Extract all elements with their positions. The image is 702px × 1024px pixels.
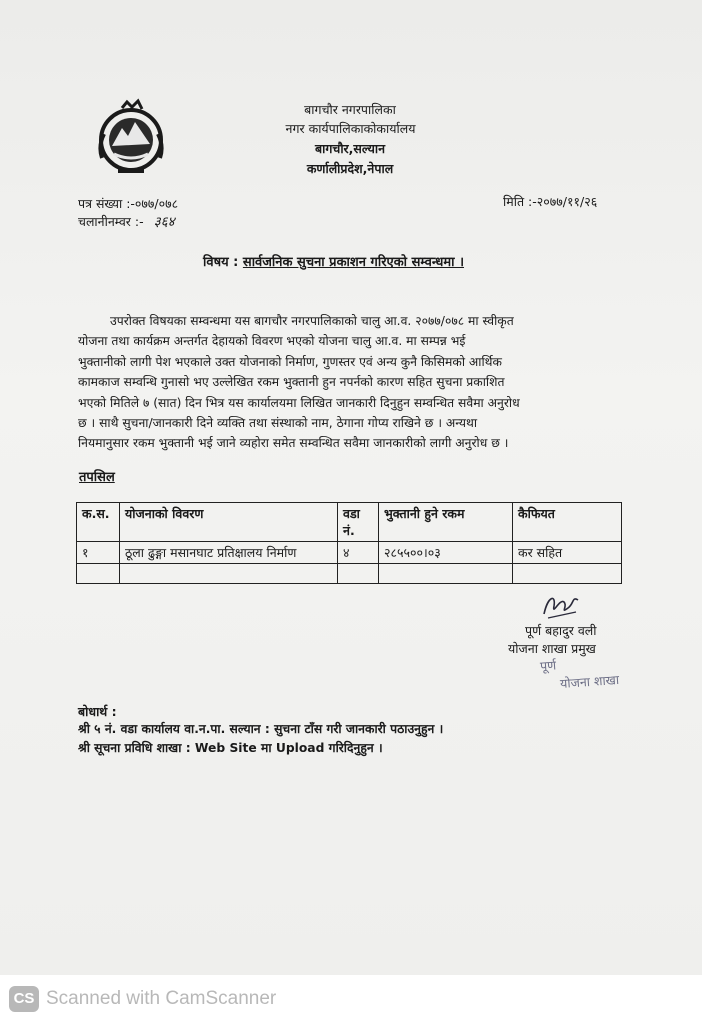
table-row <box>77 564 622 584</box>
stamp-text-line1: पूर्ण <box>539 657 557 674</box>
body-line: नियमानुसार रकम भुक्तानी भई जाने व्यहोरा समेत सम्वन्धित सवैमा जानकारीको लागी अनुरोध छ । <box>78 436 509 451</box>
table-cell: २८५५००।०३ <box>379 542 513 564</box>
camscanner-logo: CS <box>9 986 39 1012</box>
subject-label: विषय : <box>203 255 239 270</box>
table-cell <box>513 564 622 584</box>
table-cell <box>77 564 120 584</box>
dispatch-number-label: चलानीनम्वर :- <box>78 214 144 229</box>
handwritten-signature <box>538 590 584 624</box>
table-header-row <box>77 503 622 542</box>
table-cell <box>379 564 513 584</box>
body-line: छ । साथै सुचना/जानकारी दिने व्यक्ति तथा संस्थाको नाम, ठेगाना गोप्य राखिने छ । अन्यथा <box>78 416 478 431</box>
letter-date: मिति :-२०७७/११/२६ <box>503 194 598 209</box>
table-cell <box>120 564 338 584</box>
details-heading: तपसिल <box>79 470 115 485</box>
nepal-government-emblem-icon <box>92 98 170 176</box>
table-cell <box>338 564 379 584</box>
cc-recipient: श्री सूचना प्रविधि शाखा : Web Site मा Upload गरिदिनुहुन । <box>78 741 383 755</box>
body-line: योजना तथा कार्यक्रम अन्तर्गत देहायको विवरण भएको योजना चालु आ.व. मा सम्पन्न भई <box>78 334 466 349</box>
project-details-table <box>76 502 622 584</box>
office-province: कर्णालीप्रदेश,नेपाल <box>306 161 394 176</box>
stamp-text-line2: योजना शाखा <box>559 671 620 692</box>
office-department: नगर कार्यपालिकाकोकार्यालय <box>285 121 416 136</box>
table-cell: कर सहित <box>513 542 622 564</box>
column-header: वडा नं. <box>338 503 379 542</box>
table-row <box>77 542 622 564</box>
dispatch-number-value: ३६४ <box>153 214 175 230</box>
table-cell: ४ <box>338 542 379 564</box>
subject-text: सार्वजनिक सुचना प्रकाशन गरिएको सम्वन्धमा । <box>242 255 465 270</box>
body-line: उपरोक्त विषयका सम्वन्धमा यस बागचौर नगरपालिकाको चालु आ.व. २०७७/०७८ मा स्वीकृत <box>110 314 514 328</box>
column-header: क.स. <box>77 503 120 542</box>
column-header: योजनाको विवरण <box>120 503 338 542</box>
table-cell: १ <box>77 542 120 564</box>
letter-body <box>78 311 638 454</box>
camscanner-watermark-text: Scanned with CamScanner <box>46 988 277 1009</box>
letter-reference-number: पत्र संख्या :-०७७/०७८ <box>78 196 179 211</box>
office-name: बागचौर नगरपालिका <box>304 102 396 117</box>
signatory-name: पूर्ण बहादुर वली <box>525 623 597 638</box>
body-line: कामकाज सम्वन्धि गुनासो भए उल्लेखित रकम भुक्तानी हुन नपर्नको कारण सहित सुचना प्रकाशित <box>78 375 505 390</box>
column-header: कैफियत <box>513 503 622 542</box>
cc-label: बोधार्थ : <box>78 704 117 719</box>
signatory-title: योजना शाखा प्रमुख <box>508 641 596 656</box>
table-cell: ठूला ढुङ्गा मसानघाट प्रतिक्षालय निर्माण <box>120 542 338 564</box>
body-line: भुक्तानीको लागी पेश भएकाले उक्त योजनाको निर्माण, गुणस्तर एवं अन्य कुनै किसिमको आर्थिक <box>78 354 502 369</box>
dispatch-number <box>78 212 175 230</box>
office-location: बागचौर,सल्यान <box>314 141 386 156</box>
subject-line <box>203 252 464 270</box>
body-line: भएको मितिले ७ (सात) दिन भित्र यस कार्यालयमा लिखित जानकारी दिनुहुन सम्वन्धित सवैमा अनुरोध <box>78 395 520 410</box>
column-header: भुक्तानी हुने रकम <box>379 503 513 542</box>
cc-recipient: श्री ५ नं. वडा कार्यालय वा.न.पा. सल्यान : सुचना टाँस गरी जानकारी पठाउनुहुन । <box>78 722 444 736</box>
